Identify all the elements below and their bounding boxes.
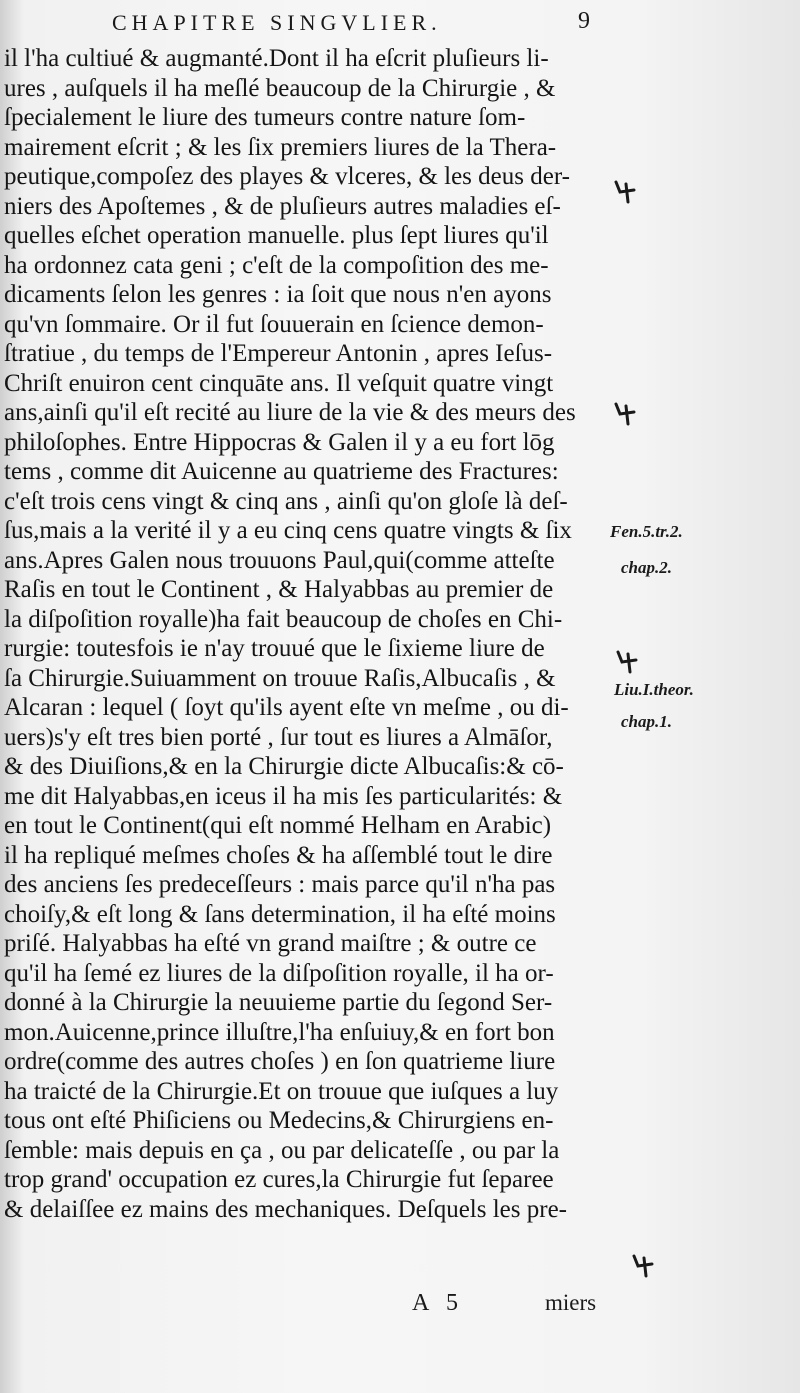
text-line: c'eſt trois cens vingt & cinq ans , ainſi qu'on gloſe là deſ- (4, 487, 568, 515)
text-line: trop grand' occupation ez cures,la Chirurgie fut ſeparee (4, 1166, 554, 1193)
text-line: ha traicté de la Chirurgie.Et on trouue que iuſques a luy (4, 1077, 559, 1105)
margin-note-chap-2: chap.2. (621, 558, 672, 577)
text-line: priſé. Halyabbas ha eſté vn grand maiſtre ; & outre ce (4, 930, 537, 957)
text-line: ſemble: mais depuis en ça , ou par delicateſſe , ou par la (4, 1136, 560, 1164)
margin-note-liu: Liu.I.theor. (614, 680, 694, 699)
text-line: uers)s'y eſt tres bien porté , ſur tout es liures a Almāſor, (4, 723, 553, 751)
text-line: ures , auſquels il ha meſlé beaucoup de la Chirurgie , & (4, 74, 556, 102)
text-line: niers des Apoſtemes , & de pluſieurs autres maladies eſ- (4, 192, 561, 220)
text-line: ſtratiue , du temps de l'Empereur Antonin , apres Ieſus- (4, 340, 553, 367)
text-line: il l'ha cultiué & augmanté.Dont il ha eſcrit pluſieurs li- (4, 45, 549, 72)
text-line: me dit Halyabbas,en iceus il ha mis ſes particularités: & (4, 782, 563, 810)
text-line: qu'vn ſommaire. Or il fut ſouuerain en ſcience demon- (4, 310, 544, 338)
text-line: mon.Auicenne,prince illuſtre,l'ha enſuiuy,& en fort bon (4, 1018, 555, 1046)
body-text (0, 44, 612, 1224)
text-line: rurgie: toutesfois ie n'ay trouué que le ſixieme liure de (4, 635, 545, 662)
text-line: & des Diuiſions,& en la Chirurgie dicte Albucaſis:& cō- (4, 753, 564, 780)
page-footer (0, 1290, 800, 1330)
text-line: ſa Chirurgie.Suiuamment on trouue Raſis,Albucaſis , & (4, 664, 556, 692)
manicule-mark-icon (630, 1250, 658, 1280)
text-line: peutique,compoſez des playes & vlceres, & les deus der- (4, 163, 570, 190)
text-line: Alcaran : lequel ( ſoyt qu'ils ayent eſte vn meſme , ou di- (4, 694, 569, 721)
manicule-mark-icon (612, 398, 640, 428)
page-header (0, 8, 800, 40)
text-line: ordre(comme des autres choſes ) en ſon quatrieme liure (4, 1048, 556, 1075)
text-line: tems , comme dit Auicenne au quatrieme des Fractures: (4, 458, 559, 485)
text-line: donné à la Chirurgie la neuuieme partie du ſegond Ser- (4, 989, 553, 1016)
text-line: dicaments ſelon les genres : ia ſoit que nous n'en ayons (4, 281, 552, 308)
page-number: 9 (578, 8, 590, 34)
running-title: CHAPITRE SINGVLIER. (112, 10, 442, 35)
text-line: quelles eſchet operation manuelle. plus ſept liures qu'il (4, 222, 549, 249)
text-line: des anciens ſes predeceſſeurs : mais parce qu'il n'ha pas (4, 871, 556, 898)
manicule-mark-icon (614, 646, 642, 676)
text-line: il ha repliqué meſmes choſes & ha aſſemblé tout le dire (4, 841, 553, 869)
text-line: en tout le Continent(qui eſt nommé Helham en Arabic) (4, 812, 552, 839)
text-line: mairement eſcrit ; & les ſix premiers liures de la Thera- (4, 133, 557, 161)
text-line: ans.Apres Galen nous trouuons Paul,qui(comme atteſte (4, 546, 555, 574)
text-line: ſus,mais a la verité il y a eu cinq cens quatre vingts & ſix (4, 517, 572, 544)
text-line: tous ont eſté Phiſiciens ou Medecins,& Chirurgiens en- (4, 1107, 554, 1134)
text-line: ans,ainſi qu'il eſt recité au liure de la vie & des meurs des (4, 399, 576, 426)
margin-note-chap-1: chap.1. (621, 712, 672, 731)
text-line: choiſy,& eſt long & ſans determination, il ha eſté moins (4, 900, 556, 928)
signature-mark: A 5 (412, 1290, 465, 1316)
text-line: qu'il ha ſemé ez liures de la diſpoſition royalle, il ha or- (4, 959, 554, 987)
text-line: Chriſt enuiron cent cinquāte ans. Il veſquit quatre vingt (4, 369, 554, 397)
text-line: la diſpoſition royalle)ha fait beaucoup de choſes en Chi- (4, 605, 563, 633)
manicule-mark-icon (612, 176, 640, 206)
text-line: philoſophes. Entre Hippocras & Galen il y a eu fort lōg (4, 428, 555, 456)
text-line: Raſis en tout le Continent , & Halyabbas au premier de (4, 576, 554, 603)
catchword: miers (545, 1290, 597, 1315)
text-line: ha ordonnez cata geni ; c'eſt de la compoſition des me- (4, 251, 549, 279)
text-line: ſpecialement le liure des tumeurs contre nature ſom- (4, 104, 526, 131)
margin-note-fen: Fen.5.tr.2. (610, 522, 683, 541)
text-line: & delaiſſee ez mains des mechaniques. Deſquels les pre- (4, 1195, 567, 1223)
